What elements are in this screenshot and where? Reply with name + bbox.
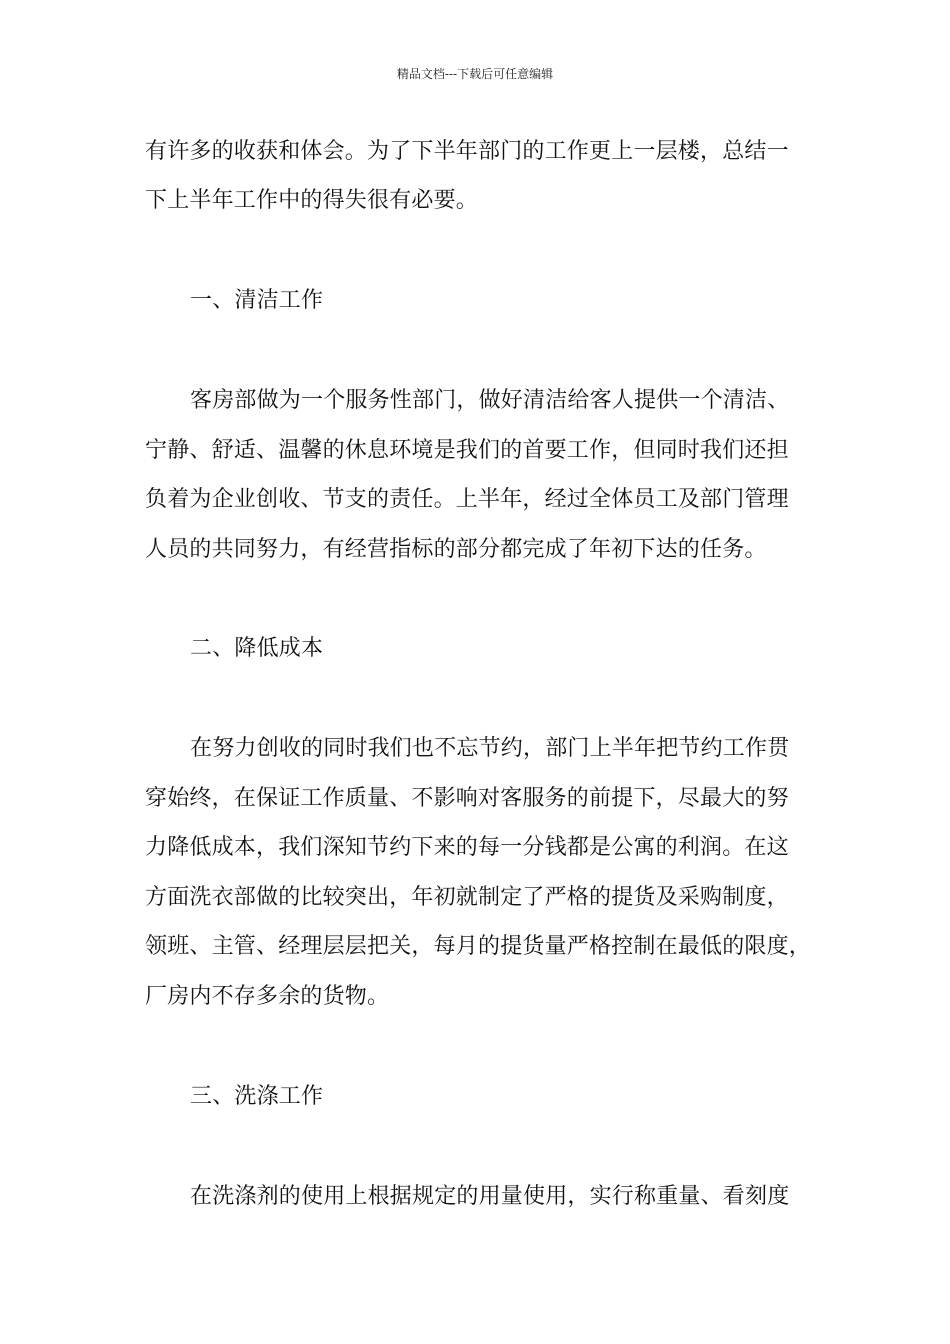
paragraph-line: 宁静、舒适、温馨的休息环境是我们的首要工作，但同时我们还担 — [145, 438, 789, 463]
section-heading-washing: 三、洗涤工作 — [190, 1084, 324, 1109]
paragraph-line: 方面洗衣部做的比较突出，年初就制定了严格的提货及采购制度， — [145, 885, 789, 910]
paragraph-line: 负着为企业创收、节支的责任。上半年，经过全体员工及部门管理 — [145, 487, 789, 512]
paragraph-line: 厂房内不存多余的货物。 — [145, 984, 390, 1009]
paragraph-line: 客房部做为一个服务性部门，做好清洁给客人提供一个清洁、 — [190, 388, 790, 413]
paragraph-line: 下上半年工作中的得失很有必要。 — [145, 188, 479, 213]
paragraph-line: 力降低成本，我们深知节约下来的每一分钱都是公寓的利润。在这 — [145, 835, 789, 860]
paragraph-line: 在努力创收的同时我们也不忘节约，部门上半年把节约工作贯 — [190, 736, 790, 761]
page-header: 精品文档---下载后可任意编辑 — [396, 67, 554, 81]
paragraph-line: 在洗涤剂的使用上根据规定的用量使用，实行称重量、看刻度 — [190, 1184, 790, 1209]
paragraph-line: 穿始终，在保证工作质量、不影响对客服务的前提下，尽最大的努 — [145, 786, 789, 811]
paragraph-line: 人员的共同努力，有经营指标的部分都完成了年初下达的任务。 — [145, 537, 767, 562]
section-heading-cost-reduction: 二、降低成本 — [190, 636, 324, 661]
section-heading-cleaning: 一、清洁工作 — [190, 288, 324, 313]
paragraph-line: 有许多的收获和体会。为了下半年部门的工作更上一层楼，总结一 — [145, 139, 789, 164]
paragraph-line: 领班、主管、经理层层把关，每月的提货量严格控制在最低的限度， — [145, 934, 812, 959]
